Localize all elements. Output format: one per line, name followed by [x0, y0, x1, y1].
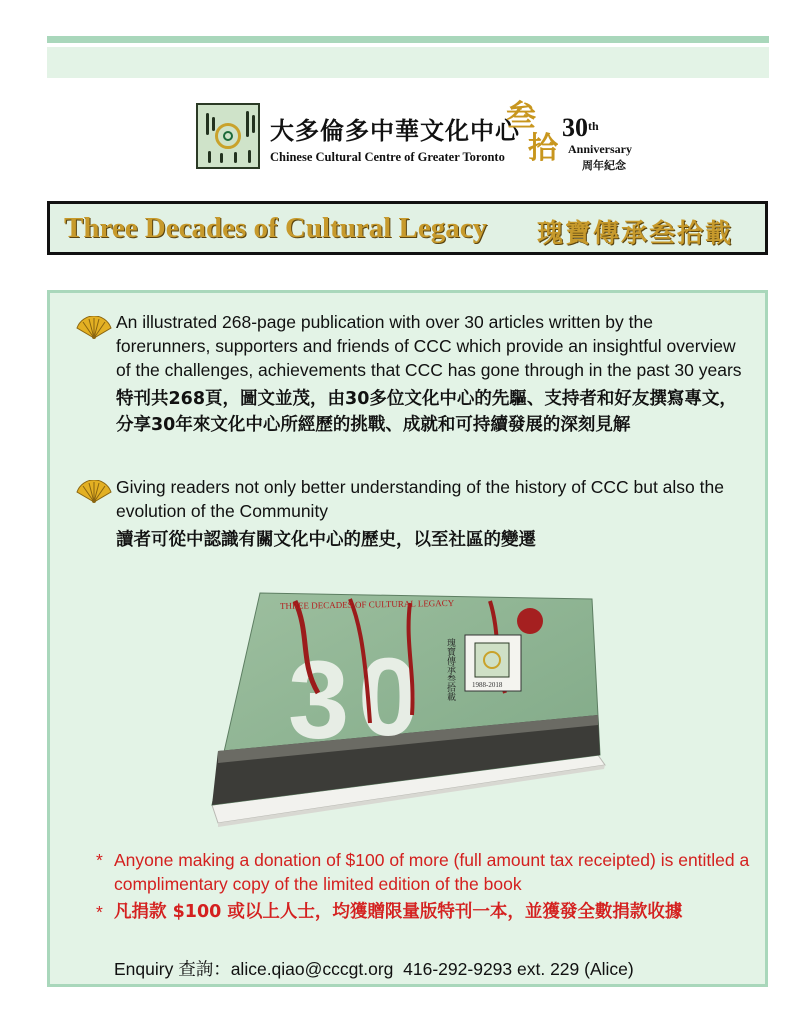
- fan-bullet-icon: [75, 316, 113, 340]
- enquiry-line: [114, 956, 634, 981]
- enquiry-phone: 416-292-9293 ext. 229 (Alice): [403, 959, 634, 979]
- book-cover-chinese: 瑰寶傳承叁拾載: [445, 638, 455, 701]
- ccc-logo-seal: [196, 103, 260, 169]
- banner-title-english: Three Decades of Cultural Legacy: [64, 212, 488, 244]
- bullet-text-chinese: 讀者可從中認識有關文化中心的歷史，以至社區的變遷: [116, 530, 536, 550]
- anniversary-chinese-numeral: [506, 101, 560, 165]
- donation-note-text: 凡捐款 $100 或以上人士，均獲贈限量版特刊一本，並獲發全數捐款收據: [114, 902, 683, 922]
- top-decorative-band: [47, 36, 769, 78]
- svg-text:3: 3: [288, 639, 350, 762]
- top-band-fill: [47, 47, 769, 78]
- donation-note-english: [96, 848, 756, 896]
- banner-title-chinese: 瑰寶傳承叁拾載: [537, 219, 734, 249]
- fan-bullet-icon: [75, 480, 113, 504]
- asterisk-marker: *: [96, 902, 103, 922]
- anniversary-label-chinese: 周年紀念: [582, 159, 626, 172]
- bullet-text-chinese: 特刊共268頁，圖文並茂，由30多位文化中心的先驅、支持者和好友撰寫專文，分享30年來文化中心所經歷的挑戰、成就和可持續發展的深刻見解: [116, 389, 737, 435]
- donation-note-chinese: [96, 900, 756, 924]
- book-cover-image: [200, 583, 620, 833]
- bullet-readers-benefit: [116, 475, 746, 553]
- enquiry-label: Enquiry 查詢：: [114, 959, 231, 979]
- anniversary-number: 30th: [562, 113, 599, 142]
- page-header: [0, 95, 805, 195]
- org-name-english: Chinese Cultural Centre of Greater Toronto: [270, 150, 505, 164]
- title-banner: [47, 201, 768, 255]
- bullet-publication-details: [116, 310, 746, 438]
- org-name-chinese: 大多倫多中華文化中心: [270, 116, 520, 145]
- logo-emblem-icon: [215, 123, 241, 149]
- enquiry-email-link[interactable]: alice.qiao@cccgt.org: [230, 959, 394, 979]
- book-cover-years: 1988-2018: [472, 681, 503, 689]
- top-stripe: [47, 36, 769, 43]
- anniversary-char-top: 叁: [506, 99, 536, 134]
- donation-note-text: Anyone making a donation of $100 of more (full amount tax receipted) is entitled a complimentary copy of the limited edition of the book: [114, 850, 750, 894]
- anniversary-label: Anniversary: [568, 142, 632, 156]
- bullet-text-english: Giving readers not only better understanding of the history of CCC but also the evolution of the Community: [116, 477, 724, 521]
- main-content-box: [47, 290, 768, 987]
- asterisk-marker: *: [96, 850, 103, 870]
- bullet-text-english: An illustrated 268-page publication with over 30 articles written by the forerunners, supporters and friends of CCC which provide an insightful overview of the challenges, achievements that CCC has gone through in the past 30 years: [116, 312, 742, 380]
- svg-text:0: 0: [358, 636, 420, 759]
- book-cover-title: THREE DECADES OF CULTURAL LEGACY: [279, 597, 455, 611]
- anniversary-char-bottom: 拾: [528, 131, 558, 166]
